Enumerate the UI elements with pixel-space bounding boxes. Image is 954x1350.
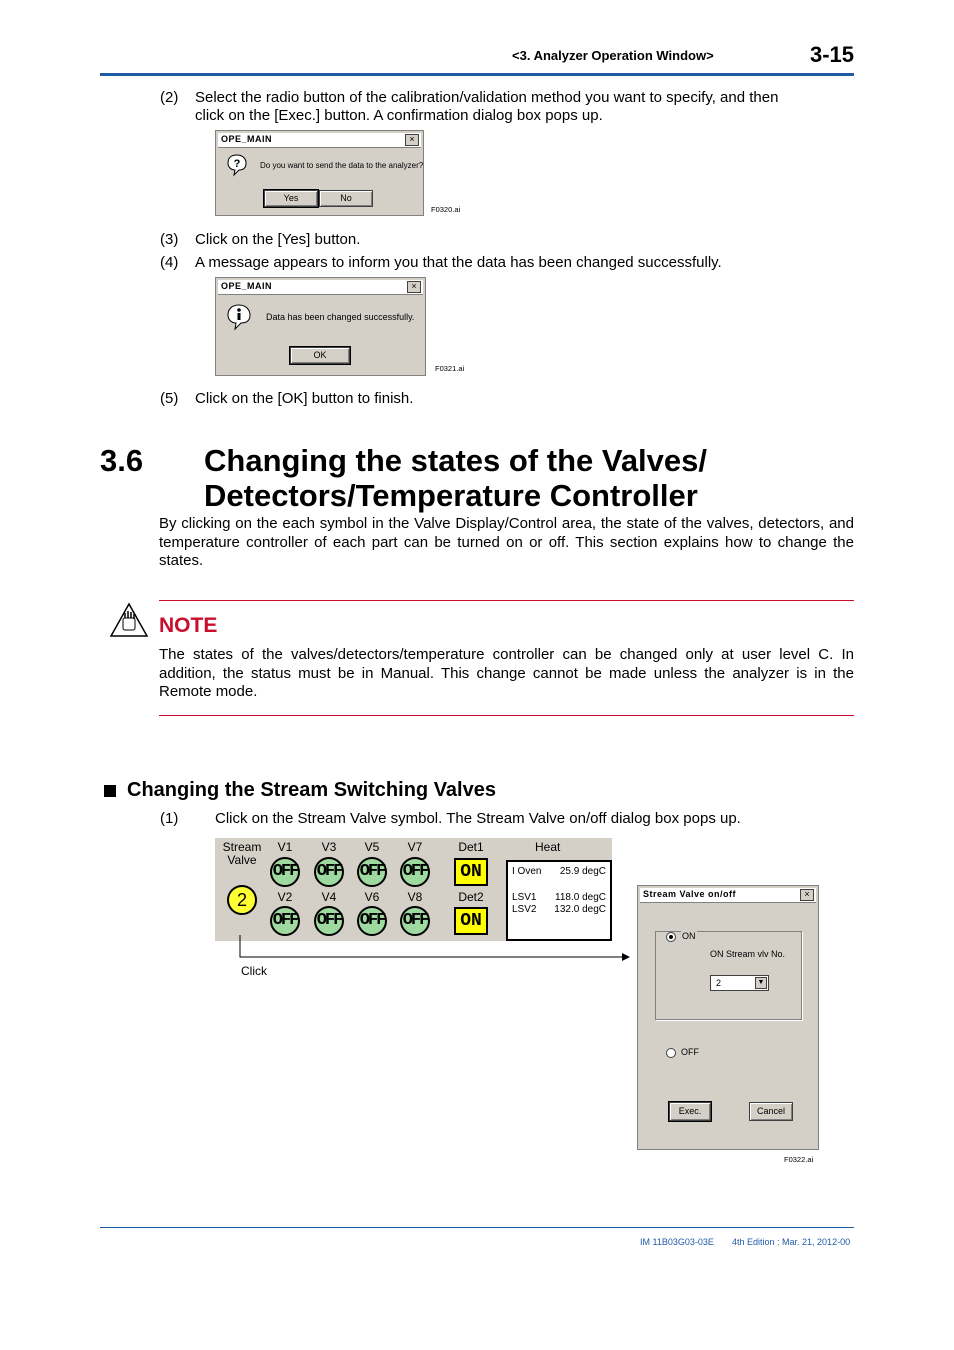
- figure-label-f0321: F0321.ai: [435, 364, 465, 373]
- section-number: 3.6: [100, 443, 144, 478]
- caution-hand-icon: [109, 602, 149, 638]
- click-label: Click: [241, 964, 267, 978]
- valve-v8-button[interactable]: OFF: [400, 906, 430, 936]
- heat-row-oven-name: I Oven: [512, 866, 542, 877]
- valve-label-v3: V3: [321, 840, 337, 854]
- valve-v2-button[interactable]: OFF: [270, 906, 300, 936]
- step-2-text: Select the radio button of the calibration/validation method you want to specify, and then: [195, 89, 779, 106]
- step-4: (4) A message appears to inform you that the data has been changed successfully.: [160, 254, 722, 271]
- success-message: Data has been changed successfully.: [266, 312, 415, 322]
- step-5: (5) Click on the [OK] button to finish.: [160, 390, 414, 407]
- note-text: The states of the valves/detectors/temperature controller can be changed only at user level C. In addition, the status must be in Manual. This change cannot be made unless the analyzer is in the Remote mode.: [159, 646, 854, 700]
- confirm-dialog: [215, 130, 424, 216]
- confirm-message: Do you want to send the data to the analyzer?: [260, 161, 424, 170]
- det2-label: Det2: [458, 890, 484, 904]
- confirm-dialog-title: OPE_MAIN: [221, 134, 273, 144]
- success-dialog-titlebar: [218, 280, 423, 295]
- ok-button[interactable]: OK: [290, 347, 350, 364]
- det1-label: Det1: [458, 840, 484, 854]
- valve-label-v8: V8: [407, 890, 423, 904]
- close-icon[interactable]: ×: [800, 889, 814, 901]
- stream-valve-dialog: [637, 885, 819, 1150]
- note-top-rule: [159, 600, 854, 601]
- step-2-text-2: click on the [Exec.] button. A confirmation dialog box pops up.: [195, 107, 603, 124]
- valve-label-v5: V5: [364, 840, 380, 854]
- on-stream-label: ON Stream vlv No.: [710, 949, 786, 959]
- heat-display[interactable]: [506, 860, 612, 941]
- question-icon: [226, 153, 248, 177]
- stream-valve-button[interactable]: 2: [227, 885, 257, 915]
- valve-label-v2: V2: [277, 890, 293, 904]
- pointer-arrow: [230, 930, 635, 970]
- info-icon: [226, 303, 252, 331]
- valve-label-v1: V1: [277, 840, 293, 854]
- square-bullet-icon: [104, 785, 116, 797]
- valve-v3-button[interactable]: OFF: [314, 857, 344, 887]
- step-1: (1) Click on the Stream Valve symbol. The Stream Valve on/off dialog box pops up.: [160, 810, 741, 827]
- running-header: <3. Analyzer Operation Window>: [512, 48, 714, 63]
- off-radio[interactable]: [666, 1048, 676, 1058]
- note-bottom-rule: [159, 715, 854, 716]
- stream-valve-dialog-titlebar: [640, 888, 816, 903]
- valve-label-v7: V7: [407, 840, 423, 854]
- step-3: (3) Click on the [Yes] button.: [160, 231, 361, 248]
- yes-button[interactable]: Yes: [264, 190, 318, 207]
- stream-valve-dialog-title: Stream Valve on/off: [643, 889, 737, 899]
- valve-label-v6: V6: [364, 890, 380, 904]
- figure-label-f0320: F0320.ai: [431, 205, 461, 214]
- heat-row-lsv1-value: 118.0 degC: [555, 892, 606, 903]
- section-intro: By clicking on the each symbol in the Valve Display/Control area, the state of the valves, detectors, and temperature controller of each part can be turned on or off. This section explains how to change the states.: [159, 515, 854, 569]
- heat-label: Heat: [535, 840, 561, 854]
- valve-v5-button[interactable]: OFF: [357, 857, 387, 887]
- exec-button[interactable]: Exec.: [669, 1102, 711, 1121]
- heat-row-lsv1-name: LSV1: [512, 892, 537, 903]
- heat-row-lsv2-name: LSV2: [512, 904, 537, 915]
- svg-text:?: ?: [233, 158, 241, 170]
- section-title: Changing the states of the Valves/ Detectors/Temperature Controller: [204, 443, 708, 513]
- close-icon[interactable]: ×: [405, 134, 419, 146]
- off-radio-label: OFF: [681, 1047, 699, 1057]
- valve-display-panel: [215, 838, 612, 941]
- footer-doc-number: IM 11B03G03-03E: [640, 1237, 714, 1247]
- valve-v4-button[interactable]: OFF: [314, 906, 344, 936]
- valve-label-v4: V4: [321, 890, 337, 904]
- success-dialog: [215, 277, 426, 376]
- step-2: (2) Select the radio button of the calibration/validation method you want to specify, and then click on the [Exec.] button. A confirmation dialog box pops up.: [160, 89, 860, 125]
- success-dialog-title: OPE_MAIN: [221, 281, 273, 291]
- figure-label-f0322: F0322.ai: [784, 1155, 814, 1164]
- heat-row-oven-value: 25.9 degC: [559, 866, 606, 877]
- valve-v6-button[interactable]: OFF: [357, 906, 387, 936]
- valve-v1-button[interactable]: OFF: [270, 857, 300, 887]
- confirm-dialog-titlebar: [218, 133, 421, 148]
- det2-button[interactable]: ON: [454, 907, 488, 935]
- det1-button[interactable]: ON: [454, 858, 488, 886]
- header-rule: [100, 73, 854, 76]
- stream-number-select[interactable]: [710, 975, 769, 991]
- cancel-button[interactable]: Cancel: [749, 1102, 793, 1121]
- footer-rule: [100, 1227, 854, 1228]
- chevron-down-icon[interactable]: ▼: [755, 977, 767, 989]
- close-icon[interactable]: ×: [407, 281, 421, 293]
- stream-number-value: 2: [716, 978, 722, 988]
- stream-valve-label: Stream Valve: [222, 840, 262, 867]
- heat-row-lsv2-value: 132.0 degC: [554, 904, 606, 915]
- footer-edition: 4th Edition : Mar. 21, 2012-00: [732, 1237, 851, 1247]
- subsection-title: Changing the Stream Switching Valves: [127, 779, 496, 801]
- page-number: 3-15: [810, 42, 855, 67]
- note-label: NOTE: [159, 614, 218, 637]
- on-radio[interactable]: [666, 932, 676, 942]
- no-button[interactable]: No: [319, 190, 373, 207]
- valve-v7-button[interactable]: OFF: [400, 857, 430, 887]
- on-radio-label: ON: [682, 931, 696, 941]
